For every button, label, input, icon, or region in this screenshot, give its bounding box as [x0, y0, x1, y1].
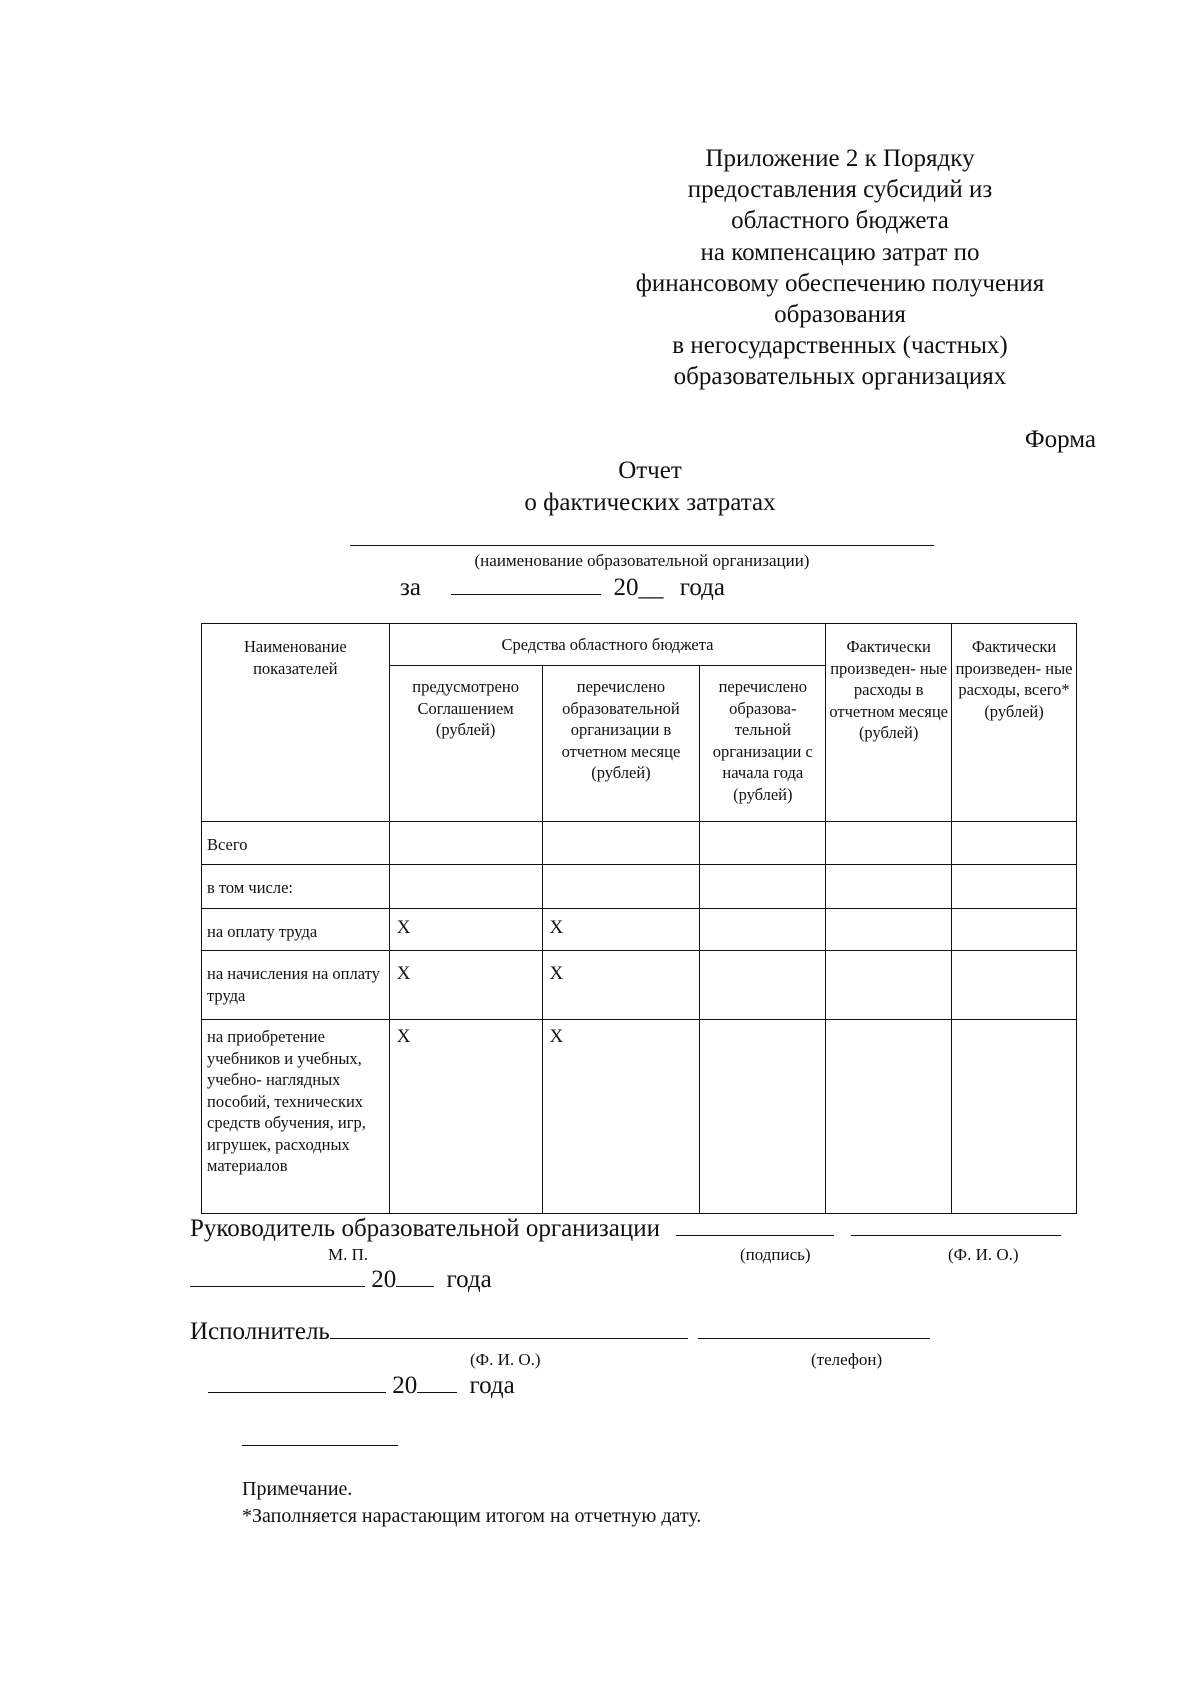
cell-actual-total[interactable]	[952, 822, 1077, 865]
cell-agreement[interactable]	[389, 822, 542, 865]
executor-label: Исполнитель	[190, 1318, 330, 1345]
appendix-line: финансовому обеспечению получения	[635, 269, 1045, 297]
table-row	[202, 1020, 1077, 1214]
executor-fio-field[interactable]	[330, 1316, 688, 1339]
header-agreement: предусмотрено Соглашением (рублей)	[389, 666, 542, 822]
head-year: 20	[371, 1266, 397, 1293]
appendix-line: предоставления субсидий из	[687, 176, 993, 204]
table-row	[202, 909, 1077, 951]
cell-month[interactable]	[542, 865, 700, 909]
appendix-line: в негосударственных (частных)	[672, 332, 1008, 360]
row-label: в том числе:	[202, 865, 390, 909]
appendix-header	[600, 143, 1080, 393]
form-label: Форма	[1024, 426, 1096, 453]
period-year: 20__	[613, 574, 664, 601]
cell-actual-month[interactable]	[826, 822, 952, 865]
appendix-line: на компенсацию затрат по	[700, 238, 980, 266]
fio-caption: (Ф. И. О.)	[948, 1245, 1019, 1264]
executor-year: 20	[392, 1372, 418, 1399]
header-transferred-month: перечислено образовательной организации в отчетном месяце (рублей)	[542, 666, 700, 822]
cell-actual-total[interactable]	[952, 865, 1077, 909]
cell-month[interactable]: X	[542, 951, 700, 1020]
cell-ytd[interactable]	[700, 909, 826, 951]
head-fio-field[interactable]	[851, 1213, 1061, 1236]
cell-agreement[interactable]: X	[389, 1020, 542, 1214]
row-label: на оплату труда	[202, 909, 390, 951]
row-label: на начисления на оплату труда	[202, 951, 390, 1020]
cell-agreement[interactable]: X	[389, 951, 542, 1020]
head-label: Руководитель образовательной организации	[190, 1215, 661, 1242]
appendix-line: областного бюджета	[731, 207, 949, 235]
table-row	[202, 865, 1077, 909]
report-period	[400, 572, 880, 602]
head-date-field[interactable]	[190, 1264, 365, 1287]
table-row	[202, 951, 1077, 1020]
head-signature-row	[190, 1213, 1061, 1243]
cell-agreement[interactable]: X	[389, 909, 542, 951]
header-actual-month: Фактически произведен- ные расходы в отчетном месяце (рублей)	[826, 624, 952, 822]
header-indicator: Наименование показателей	[202, 624, 390, 822]
cell-actual-total[interactable]	[952, 951, 1077, 1020]
header-transferred-ytd: перечислено образова- тельной организации с начала года (рублей)	[700, 666, 826, 822]
executor-row	[190, 1316, 930, 1346]
executor-date-row	[208, 1370, 515, 1400]
report-subtitle: о фактических затратах	[524, 489, 776, 516]
row-label: Всего	[202, 822, 390, 865]
cell-ytd[interactable]	[700, 951, 826, 1020]
row-label: на приобретение учебников и учебных, учебно- наглядных пособий, технических средств обучения, игр, игрушек, расходных материалов	[202, 1020, 390, 1214]
report-title: Отчет	[618, 457, 682, 484]
head-year-field[interactable]	[396, 1264, 434, 1287]
note-title: Примечание.	[242, 1478, 353, 1500]
period-suffix: года	[679, 574, 725, 601]
appendix-line: образовательных организациях	[673, 363, 1007, 391]
cell-actual-total[interactable]	[952, 909, 1077, 951]
executor-fio-caption: (Ф. И. О.)	[470, 1350, 541, 1369]
note-text: *Заполняется нарастающим итогом на отчетную дату.	[242, 1505, 702, 1527]
cell-ytd[interactable]	[700, 1020, 826, 1214]
period-month-field[interactable]	[451, 572, 601, 595]
executor-year-field[interactable]	[417, 1370, 457, 1393]
cell-actual-month[interactable]	[826, 865, 952, 909]
period-prefix: за	[400, 574, 421, 601]
org-name-field[interactable]	[350, 545, 934, 546]
header-actual-total: Фактически произведен- ные расходы, всего* (рублей)	[952, 624, 1077, 822]
signature-caption: (подпись)	[740, 1245, 811, 1264]
footnote-divider	[242, 1445, 398, 1446]
cell-actual-month[interactable]	[826, 1020, 952, 1214]
appendix-line: Приложение 2 к Порядку	[705, 145, 975, 172]
cell-ytd[interactable]	[700, 865, 826, 909]
org-name-caption: (наименование образовательной организации)	[474, 551, 810, 570]
executor-year-suffix: года	[469, 1372, 515, 1399]
cell-month[interactable]: X	[542, 1020, 700, 1214]
head-date-row	[190, 1264, 492, 1294]
cell-month[interactable]: X	[542, 909, 700, 951]
cell-agreement[interactable]	[389, 865, 542, 909]
header-regional-budget: Средства областного бюджета	[389, 624, 826, 666]
head-signature-field[interactable]	[676, 1213, 834, 1236]
executor-date-field[interactable]	[208, 1370, 386, 1393]
cell-month[interactable]	[542, 822, 700, 865]
phone-caption: (телефон)	[811, 1350, 883, 1369]
appendix-line: образования	[774, 301, 906, 329]
cell-actual-month[interactable]	[826, 909, 952, 951]
expense-report-table	[201, 623, 1077, 1214]
executor-phone-field[interactable]	[698, 1316, 930, 1339]
table-row	[202, 822, 1077, 865]
head-year-suffix: года	[446, 1266, 492, 1293]
cell-ytd[interactable]	[700, 822, 826, 865]
cell-actual-total[interactable]	[952, 1020, 1077, 1214]
stamp-label: М. П.	[328, 1245, 369, 1264]
report-title-block	[440, 455, 860, 519]
cell-actual-month[interactable]	[826, 951, 952, 1020]
